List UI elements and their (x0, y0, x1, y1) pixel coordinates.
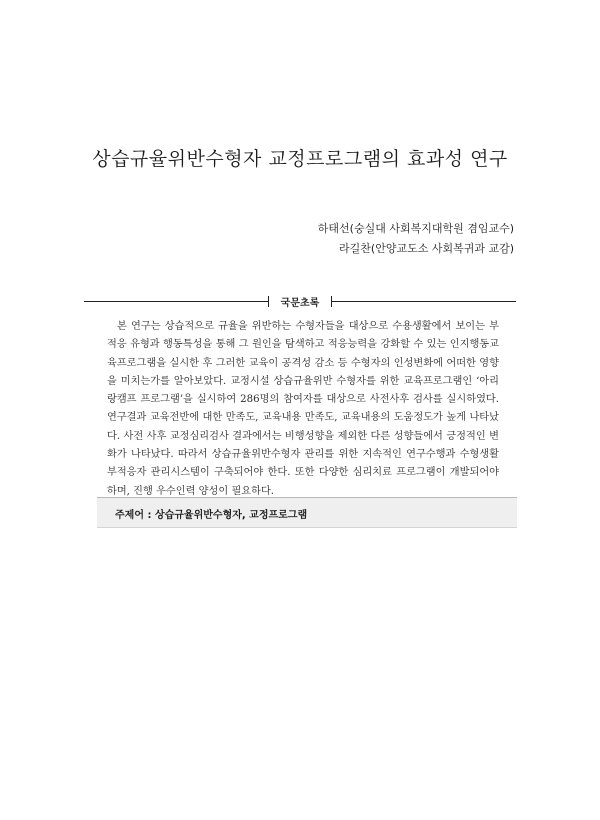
author-2: 라길찬(안양교도소 사회복귀과 교감) (339, 242, 514, 255)
keywords-label: 주제어 : (115, 510, 152, 521)
rule-tick-left (268, 296, 269, 307)
rule-line-right (332, 301, 516, 302)
abstract-label: 국문초록 (270, 294, 330, 309)
keywords-box (97, 497, 517, 528)
abstract-text: 본 연구는 상습적으로 규율을 위반하는 수형자들을 대상으로 수용생활에서 보이는 부적응 유형과 행동특성을 통해 그 원인을 탐색하고 적응능력을 강화할 수 있는 인지행동교육프로그램을 실시한 후 그러한 교육이 공격성 감소 등 수형자의 인성변화에 어떠한 영향을 미치는가를 알아보았다. 교정시설 상습규율위반 수형자를 위한 교육프로그램인 ‘아리랑캠프 프로그램’을 실시하여 286명의 참여자를 대상으로 사전사후 검사를 실시하였다. 연구결과 교육전반에 대한 만족도, 교육내용 만족도, 교육내용의 도움정도가 높게 나타났다. 사전 사후 교정심리검사 결과에서는 비행성향을 제외한 다른 성향들에서 긍정적인 변화가 나타났다. 따라서 상습규율위반수형자 관리를 위한 지속적인 연구수행과 수형생활 부적응자 관리시스템이 구축되어야 한다. 또한 다양한 심리치료 프로그램이 개발되어야 하며, 진행 우수인력 양성이 필요하다. (107, 321, 499, 497)
author-block (318, 219, 514, 259)
paper-title: 상습규율위반수형자 교정프로그램의 효과성 연구 (92, 148, 508, 170)
keywords-line (115, 506, 307, 521)
abstract-header-rule (84, 296, 516, 308)
rule-line-left (84, 301, 268, 302)
author-1: 하태선(숭실대 사회복지대학원 겸임교수) (317, 222, 514, 235)
abstract-body (107, 318, 499, 501)
keywords-values: 상습규율위반수형자, 교정프로그램 (154, 510, 308, 521)
